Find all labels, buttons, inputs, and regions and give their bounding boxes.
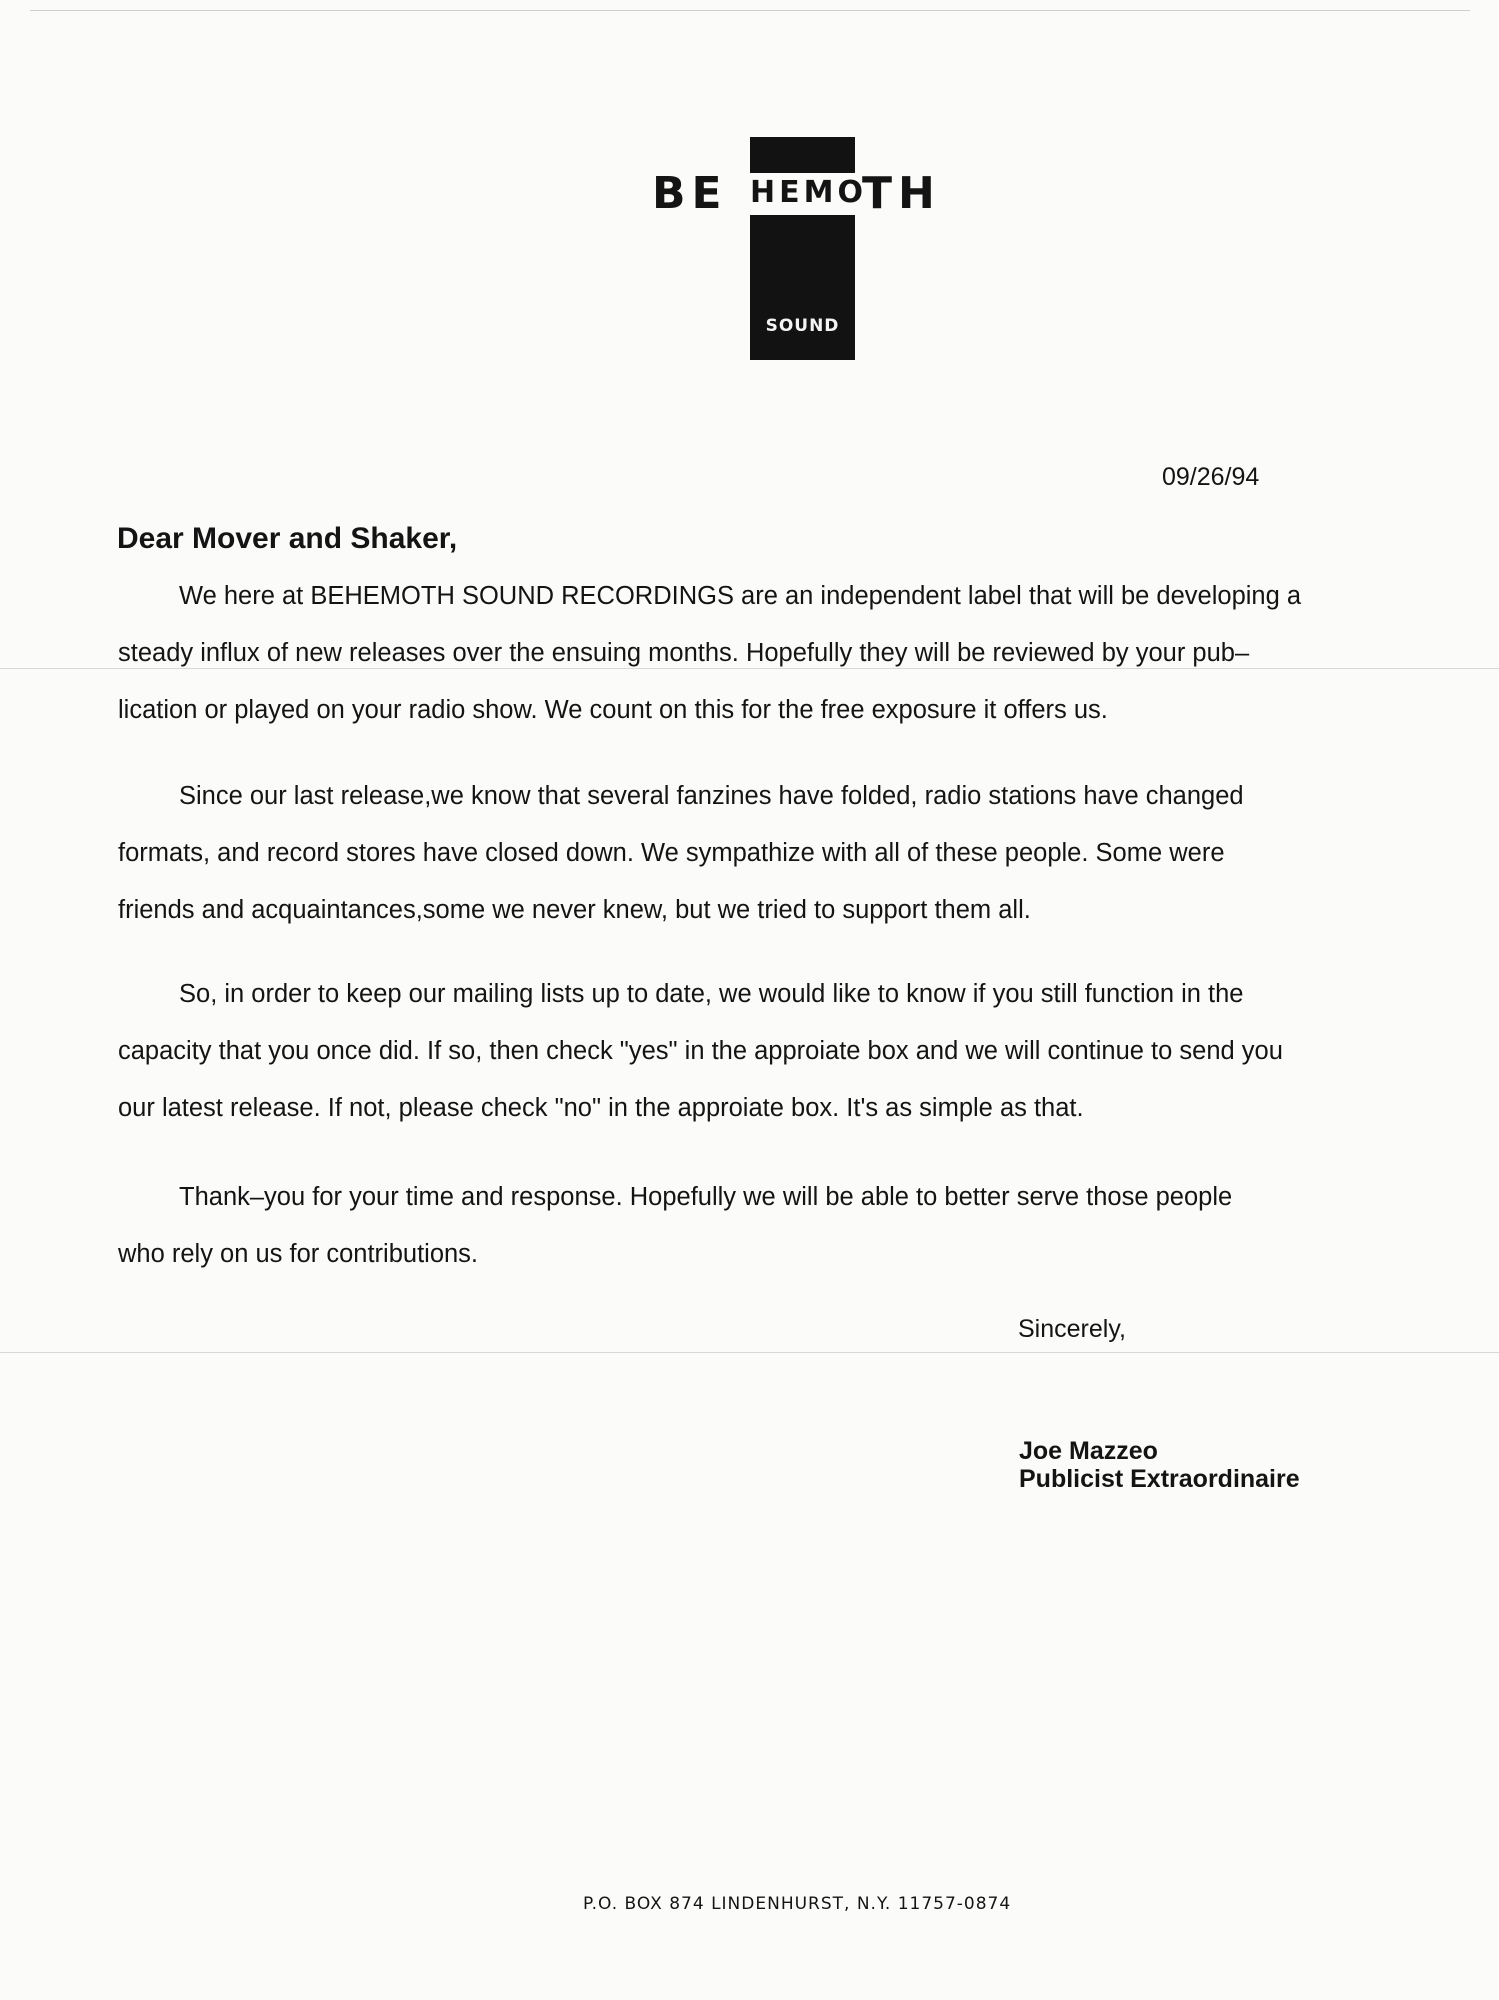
paragraph-line: steady influx of new releases over the ensuing months. Hopefully they will be reviewed by your pub– (118, 639, 1250, 667)
logo-sound-label: SOUND (765, 316, 840, 336)
paragraph-3 (118, 966, 1418, 1137)
letter-salutation: Dear Mover and Shaker, (117, 522, 458, 555)
paragraph-line: our latest release. If not, please check "no" in the approiate box. It's as simple as that. (118, 1094, 1084, 1122)
paper-fold-lower (0, 1352, 1499, 1353)
logo-word-right: TH (862, 168, 941, 219)
logo-word-middle: HEMO (750, 175, 867, 210)
letter-date: 09/26/94 (1162, 463, 1260, 491)
paragraph-2 (118, 768, 1418, 939)
paper-edge (30, 10, 1470, 11)
signer-title: Publicist Extraordinaire (1019, 1465, 1300, 1493)
letter-closing: Sincerely, (1018, 1315, 1126, 1343)
paragraph-4 (118, 1169, 1418, 1283)
paragraph-line: Since our last release,we know that several fanzines have folded, radio stations have changed (179, 782, 1244, 810)
paragraph-line: lication or played on your radio show. We count on this for the free exposure it offers us. (118, 696, 1108, 724)
paragraph-line: capacity that you once did. If so, then check "yes" in the approiate box and we will continue to send you (118, 1037, 1283, 1065)
paragraph-1 (118, 568, 1418, 739)
paragraph-line: We here at BEHEMOTH SOUND RECORDINGS are an independent label that will be developing a (179, 582, 1302, 610)
logo-word-left: BE (652, 168, 728, 219)
logo-wordmark (640, 168, 980, 219)
paragraph-line: friends and acquaintances,some we never knew, but we tried to support them all. (118, 896, 1031, 924)
paragraph-line: formats, and record stores have closed down. We sympathize with all of these people. Some were (118, 839, 1225, 867)
paragraph-line: Thank–you for your time and response. Hopefully we will be able to better serve those people (179, 1183, 1233, 1211)
behemoth-logo (640, 130, 980, 370)
footer-address: P.O. BOX 874 LINDENHURST, N.Y. 11757-0874 (583, 1894, 1012, 1914)
signer-name: Joe Mazzeo (1019, 1437, 1158, 1465)
paragraph-line: So, in order to keep our mailing lists up to date, we would like to know if you still function in the (179, 980, 1244, 1008)
paragraph-line: who rely on us for contributions. (118, 1240, 479, 1268)
logo-block-bottom (750, 215, 855, 360)
